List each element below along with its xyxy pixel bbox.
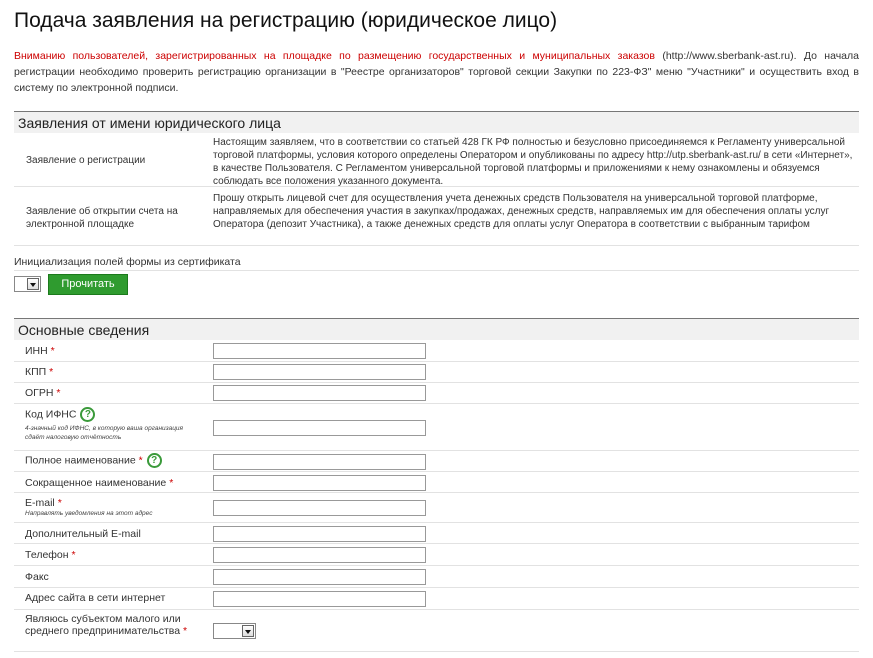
read-certificate-button[interactable]: Прочитать <box>48 274 128 295</box>
kpp-row <box>14 362 859 383</box>
website-row <box>14 588 859 610</box>
help-icon[interactable]: ? <box>147 453 162 468</box>
short-name-row <box>14 472 859 493</box>
inn-label: ИНН <box>25 345 48 357</box>
sme-select[interactable] <box>213 623 256 639</box>
required-marker: * <box>50 345 55 357</box>
required-marker: * <box>138 454 143 467</box>
statement-account-row <box>14 189 859 246</box>
registration-notice <box>14 48 859 96</box>
fax-label: Факс <box>25 571 49 583</box>
website-label: Адрес сайта в сети интернет <box>25 592 166 604</box>
ifns-input[interactable] <box>213 420 426 436</box>
chevron-down-icon <box>27 278 39 290</box>
required-marker: * <box>183 625 188 637</box>
ogrn-input[interactable] <box>213 385 426 401</box>
full-name-input[interactable] <box>213 454 426 470</box>
notice-warning-text: Вниманию пользователей, зарегистрированных на площадке по размещению государственных и муниципальных заказов <box>14 50 655 62</box>
required-marker: * <box>57 497 62 509</box>
inn-input[interactable] <box>213 343 426 359</box>
certificate-init-label: Инициализация полей формы из сертификата <box>14 256 241 268</box>
page-title: Подача заявления на регистрацию (юридическое лицо) <box>14 9 558 32</box>
short-name-input[interactable] <box>213 475 426 491</box>
divider <box>14 270 859 271</box>
statement-account-label: Заявление об открытии счета на электронной площадке <box>26 206 178 230</box>
extra-email-label: Дополнительный E-mail <box>25 528 141 540</box>
ifns-label: Код ИФНС <box>25 408 77 421</box>
statement-account-text: Прошу открыть лицевой счет для осуществления учета денежных средств Пользователя на универсальной торговой платформе, направляемых для обеспечения участия в закупках/продажах, денежных средств, направляемых им для обеспечения оплаты услуг Оператора (депозит Участника), а также денежных средств для оплаты услуг Оператора в соответствии с выбранным тарифом <box>213 193 830 230</box>
statements-section-header: Заявления от имени юридического лица <box>14 111 859 133</box>
short-name-label: Сокращенное наименование <box>25 477 167 489</box>
inn-row <box>14 341 859 362</box>
statement-registration-label: Заявление о регистрации <box>26 155 146 166</box>
email-hint: Направлять уведомления на этот адрес <box>25 510 153 517</box>
email-label: E-mail <box>25 497 55 509</box>
full-name-row <box>14 451 859 472</box>
required-marker: * <box>56 387 61 399</box>
email-input[interactable] <box>213 500 426 516</box>
ogrn-label: ОГРН <box>25 387 54 399</box>
certificate-select[interactable] <box>14 276 41 292</box>
email-row <box>14 493 859 523</box>
ifns-hint: 4-значный код ИФНС, в которую ваша организация сдаёт налоговую отчётность <box>25 425 184 441</box>
extra-email-input[interactable] <box>213 526 426 542</box>
fax-row <box>14 566 859 588</box>
notice-text: (http://www.sberbank-ast.ru). До начала регистрации необходимо проверить регистрацию организации в "Реестре организаторов" торговой секции Закупки по 223-ФЗ" меню "Участники" и осуществить вход в систему по электронной подписи. <box>14 50 859 94</box>
kpp-input[interactable] <box>213 364 426 380</box>
phone-label: Телефон <box>25 549 69 561</box>
full-name-label: Полное наименование <box>25 454 136 467</box>
kpp-label: КПП <box>25 366 47 378</box>
required-marker: * <box>49 366 54 378</box>
help-icon[interactable]: ? <box>80 407 95 422</box>
website-input[interactable] <box>213 591 426 607</box>
statement-registration-row <box>14 133 859 187</box>
phone-row <box>14 544 859 566</box>
fax-input[interactable] <box>213 569 426 585</box>
required-marker: * <box>169 477 174 489</box>
sme-label: Являюсь субъектом малого или среднего предпринимательства <box>25 613 181 637</box>
sme-row <box>14 610 859 652</box>
required-marker: * <box>71 549 76 561</box>
phone-input[interactable] <box>213 547 426 563</box>
chevron-down-icon <box>242 625 254 637</box>
extra-email-row <box>14 523 859 544</box>
ifns-row <box>14 404 859 451</box>
main-info-section-header: Основные сведения <box>14 318 859 340</box>
ogrn-row <box>14 383 859 404</box>
statement-registration-text: Настоящим заявляем, что в соответствии со статьей 428 ГК РФ полностью и безусловно присоединяемся к Регламенту универсальной торговой платформы, условия которого определены Оператором и опубликованы по адресу http://utp.sberbank-ast.ru/ в сети «Интернет», в качестве Пользователя. С Регламентом универсальной торговой платформы и приложениями к нему ознакомлены и обязуемся соблюдать все положения указанного документа. <box>213 137 853 187</box>
